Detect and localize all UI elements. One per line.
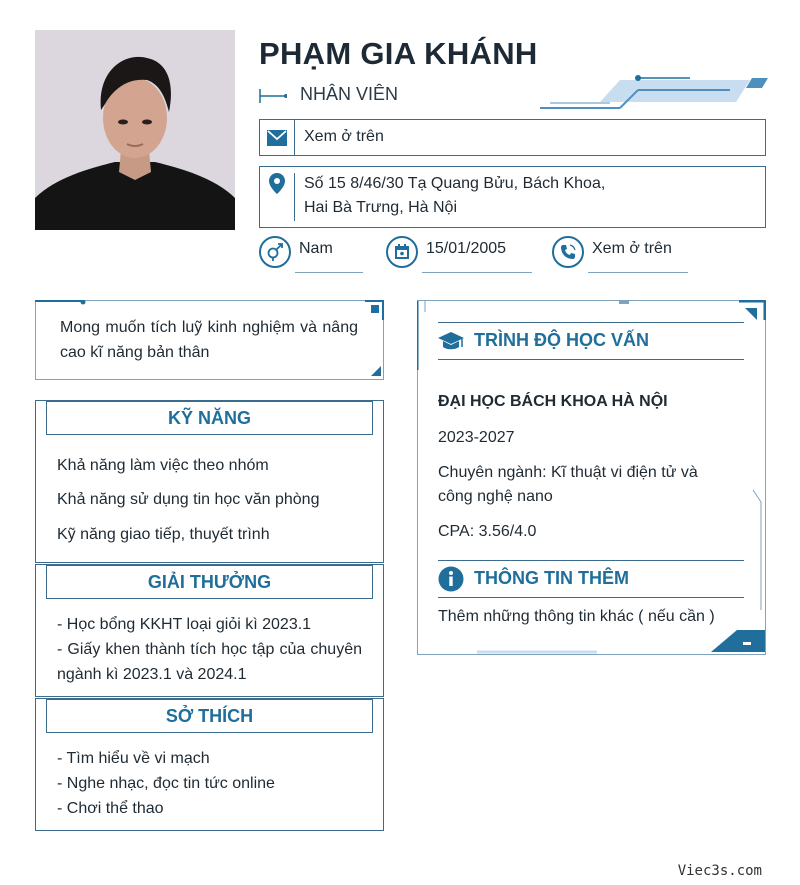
- education-header: [438, 322, 744, 360]
- education-panel: [417, 300, 766, 655]
- hobby-item: - Nghe nhạc, đọc tin tức online: [57, 775, 275, 792]
- address-line-2: Hai Bà Trưng, Hà Nội: [304, 199, 457, 216]
- position-marker: [259, 87, 287, 105]
- objective-text: Mong muốn tích luỹ kinh nghiệm và nâng cao kĩ năng bản thân: [60, 319, 358, 361]
- gender-icon: [259, 236, 291, 268]
- skill-item: Khả năng sử dụng tin học văn phòng: [57, 491, 320, 508]
- school-name: ĐẠI HỌC BÁCH KHOA HÀ NỘI: [438, 393, 668, 410]
- hobby-item: - Chơi thể thao: [57, 800, 164, 817]
- award-item: - Học bổng KKHT loại giỏi kì 2023.1: [57, 616, 312, 633]
- info-icon: [438, 566, 464, 592]
- birthdate-item: [386, 236, 536, 276]
- cpa-text: CPA: 3.56/4.0: [438, 523, 537, 540]
- skill-item: Kỹ năng giao tiếp, thuyết trình: [57, 526, 270, 543]
- circuit-decoration: [540, 74, 770, 114]
- email-text: Xem ở trên: [304, 128, 384, 145]
- graduation-cap-icon: [438, 328, 464, 354]
- hobbies-title: SỞ THÍCH: [46, 699, 373, 733]
- phone-text: Xem ở trên: [592, 240, 672, 257]
- watermark: Viec3s.com: [677, 863, 762, 879]
- hobbies-section: [35, 698, 384, 831]
- phone-item: [552, 236, 692, 276]
- candidate-name: PHẠM GIA KHÁNH: [259, 36, 538, 71]
- hobby-item: - Tìm hiểu về vi mạch: [57, 750, 210, 767]
- envelope-icon: [260, 120, 295, 155]
- additional-title: THÔNG TIN THÊM: [474, 568, 629, 588]
- additional-header: [438, 560, 744, 598]
- phone-icon: [552, 236, 584, 268]
- additional-text: Thêm những thông tin khác ( nếu cần ): [438, 608, 715, 625]
- job-position: NHÂN VIÊN: [300, 84, 399, 104]
- calendar-icon: [386, 236, 418, 268]
- address-line-1: Số 15 8/46/30 Tạ Quang Bửu, Bách Khoa,: [304, 175, 606, 192]
- skills-section: [35, 400, 384, 563]
- location-pin-icon: [260, 167, 294, 201]
- study-years: 2023-2027: [438, 429, 515, 446]
- awards-title: GIẢI THƯỞNG: [46, 565, 373, 599]
- objective-box: [35, 300, 384, 380]
- gender-text: Nam: [299, 240, 333, 257]
- award-item: - Giấy khen thành tích học tập của chuyên ngành kì 2023.1 và 2024.1: [57, 641, 362, 683]
- birthdate-text: 15/01/2005: [426, 240, 507, 257]
- address-row: [259, 166, 766, 228]
- skills-title: KỸ NĂNG: [46, 401, 373, 435]
- profile-photo: [35, 30, 235, 230]
- skill-item: Khả năng làm việc theo nhóm: [57, 457, 269, 474]
- gender-item: [259, 236, 364, 276]
- major-text: Chuyên ngành: Kĩ thuật vi điện tử và công nghệ nano: [438, 464, 698, 505]
- email-row: [259, 119, 766, 156]
- awards-section: [35, 564, 384, 697]
- education-title: TRÌNH ĐỘ HỌC VẤN: [474, 330, 649, 350]
